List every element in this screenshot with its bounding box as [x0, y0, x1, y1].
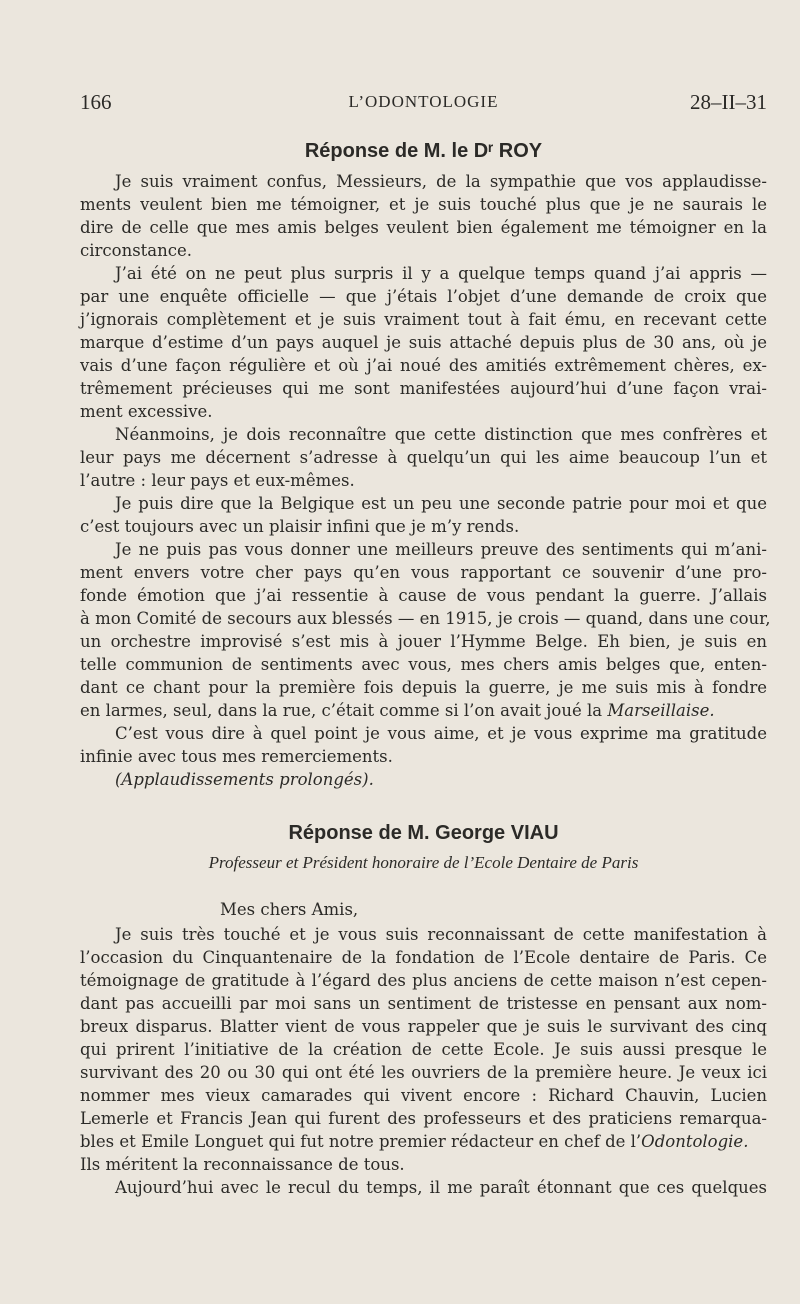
text-line: telle communion de sentiments avec vous, mes chers amis belges que, enten- [80, 655, 767, 674]
text-line: circonstance. [80, 241, 193, 260]
text-line: un orchestre improvisé s’est mis à jouer l’Hymme Belge. Eh bien, je suis en [80, 632, 767, 651]
text-line: Néanmoins, je dois reconnaître que cette distinction que mes confrères et [115, 425, 767, 444]
text-line: infinie avec tous mes remerciements. [80, 747, 393, 766]
text-line: ments veulent bien me témoigner, et je suis touché plus que je ne saurais le [80, 195, 767, 214]
text-line: dant pas accueilli par moi sans un sentiment de tristesse en pensant aux nom- [80, 994, 767, 1013]
applause-note: (Applaudissements prolongés). [115, 770, 374, 789]
text-line: marque d’estime d’un pays auquel je suis attaché depuis plus de 30 ans, où je [80, 333, 767, 352]
text-line: Lemerle et Francis Jean qui furent des professeurs et des praticiens remarqua- [80, 1109, 767, 1128]
text-line-part: bles et Emile Longuet qui fut notre premier rédacteur en chef de l’ [80, 1132, 642, 1151]
issue-date: 28–II–31 [690, 90, 767, 114]
running-header [80, 90, 767, 116]
text-line: l’occasion du Cinquantenaire de la fondation de l’Ecole dentaire de Paris. Ce [80, 948, 767, 967]
text-line: trêmement précieuses qui me sont manifestées aujourd’hui d’une façon vrai- [80, 379, 767, 398]
journal-title: L’ODONTOLOGIE [348, 92, 499, 111]
text-line: qui prirent l’initiative de la création de cette Ecole. Je suis aussi presque le [80, 1040, 767, 1059]
text-line: leur pays me décernent s’adresse à quelqu’un qui les aime beaucoup l’un et [80, 448, 767, 467]
marseillaise-italic: Marseillaise. [607, 701, 715, 720]
salutation: Mes chers Amis, [220, 900, 359, 919]
text-line: j’ignorais complètement et je suis vraiment tout à fait ému, en recevant cette [80, 310, 767, 329]
text-line: témoignage de gratitude à l’égard des plus anciens de cette maison n’est cepen- [80, 971, 767, 990]
text-line: nommer mes vieux camarades qui vivent encore : Richard Chauvin, Lucien [80, 1086, 767, 1105]
text-line-part: en larmes, seul, dans la rue, c’était comme si l’on avait joué la [80, 701, 603, 720]
text-line: c’est toujours avec un plaisir infini que je m’y rends. [80, 517, 520, 536]
text-line: par une enquête officielle — que j’étais l’objet d’une demande de croix que [80, 287, 767, 306]
section-title-viau: Réponse de M. George VIAU [288, 822, 559, 844]
text-line: J’ai été on ne peut plus surpris il y a quelque temps quand j’ai appris — [115, 264, 767, 283]
text-line: l’autre : leur pays et eux-mêmes. [80, 471, 355, 490]
text-line: survivant des 20 ou 30 qui ont été les ouvriers de la première heure. Je veux ici [80, 1063, 767, 1082]
text-line: C’est vous dire à quel point je vous aime, et je vous exprime ma gratitude [115, 724, 767, 743]
section-subtitle: Professeur et Président honoraire de l’Ecole Dentaire de Paris [208, 853, 639, 872]
page-number: 166 [80, 90, 112, 114]
text-line: breux disparus. Blatter vient de vous rappeler que je suis le survivant des cinq [80, 1017, 767, 1036]
text-line: dant ce chant pour la première fois depuis la guerre, je me suis mis à fondre [80, 678, 767, 697]
text-line: ment excessive. [80, 402, 213, 421]
text-line: Je suis très touché et je vous suis reconnaissant de cette manifestation à [115, 925, 767, 944]
text-line: Je suis vraiment confus, Messieurs, de la sympathie que vos applaudisse- [115, 172, 767, 191]
text-line: à mon Comité de secours aux blessés — en 1915, je crois — quand, dans une cour, [80, 609, 771, 628]
text-line [80, 1130, 767, 1153]
text-line: Aujourd’hui avec le recul du temps, il me paraît étonnant que ces quelques [115, 1178, 767, 1197]
text-line: fonde émotion que j’ai ressentie à cause de vous pendant la guerre. J’allais [80, 586, 767, 605]
text-line: Ils méritent la reconnaissance de tous. [80, 1155, 405, 1174]
odontologie-italic: Odontologie. [641, 1132, 749, 1151]
text-line: ment envers votre cher pays qu’en vous rapportant ce souvenir d’une pro- [80, 563, 767, 582]
text-line: Je ne puis pas vous donner une meilleurs preuve des sentiments qui m’ani- [115, 540, 767, 559]
section-title-roy: Réponse de M. le Dʳ ROY [304, 140, 543, 162]
text-line: dire de celle que mes amis belges veulent bien également me témoigner en la [80, 218, 767, 237]
text-line: Je puis dire que la Belgique est un peu une seconde patrie pour moi et que [115, 494, 767, 513]
text-line: vais d’une façon régulière et où j’ai noué des amitiés extrêmement chères, ex- [80, 356, 767, 375]
text-line [80, 699, 767, 722]
